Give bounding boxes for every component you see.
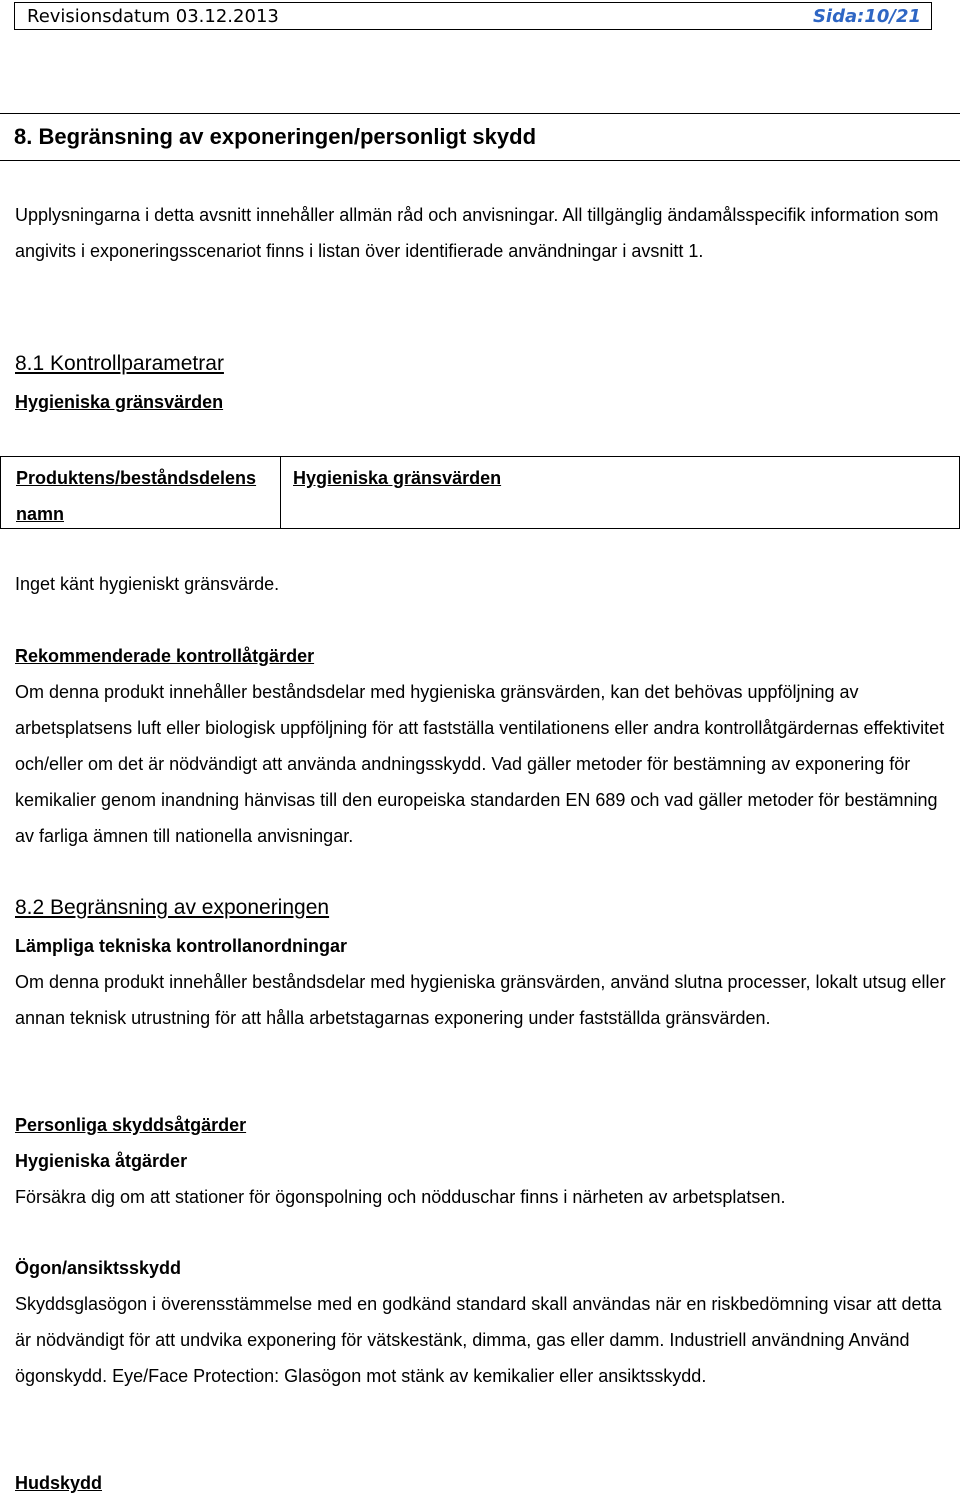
section-title: 8. Begränsning av exponeringen/personligt skydd: [0, 113, 960, 161]
intro-paragraph: Upplysningarna i detta avsnitt innehåller allmän råd och anvisningar. All tillgänglig ändamålsspecifik information som angivits i exponeringsscenariot finns i listan över identifierade användningar i avsnitt 1.: [15, 205, 939, 261]
subheading-ogon: Ögon/ansiktsskydd: [15, 1258, 182, 1278]
recommended-controls-text: Om denna produkt innehåller beståndsdelar med hygieniska gränsvärden, kan det behövas uppföljning av arbetsplatsens luft eller biologisk uppföljning för att fastställa ventilationens eller andra kontrollåtgärdernas effektivitet och/eller om det är nödvändigt att använda andningsskydd. Vad gäller metoder för bestämning av exponering för kemikalier genom inandning hänvisas till den europeiska standarden EN 689 och vad gäller metoder för bestämning av farliga ämnen till nationella anvisningar.: [15, 682, 945, 846]
page-header: [14, 2, 932, 30]
subheading-tekniska: Lämpliga tekniska kontrollanordningar: [15, 936, 348, 956]
eye-protection-text: Skyddsglasögon i överensstämmelse med en godkänd standard skall användas när en riskbedömning visar att detta är nödvändigt för att undvika exponering för vätskestänk, dimma, gas eller damm. Industriell användning Använd ögonskydd. Eye/Face Protection: Glasögon mot stänk av kemikalier eller ansiktsskydd.: [15, 1294, 942, 1386]
revision-date: Revisionsdatum 03.12.2013: [27, 5, 279, 27]
subheading-personliga: Personliga skyddsåtgärder: [15, 1115, 247, 1135]
subheading-hudskydd: Hudskydd: [15, 1473, 103, 1493]
heading-8-1: 8.1 Kontrollparametrar: [15, 352, 224, 375]
no-limit-text: Inget känt hygieniskt gränsvärde.: [15, 574, 280, 594]
subheading-hygieniska-gransvarden: Hygieniska gränsvärden: [15, 392, 224, 412]
exposure-limits-table: [0, 456, 960, 529]
subheading-rekommenderade: Rekommenderade kontrollåtgärder: [15, 646, 315, 666]
heading-8-2: 8.2 Begränsning av exponeringen: [15, 896, 330, 919]
page-number: Sida:10/21: [812, 5, 921, 27]
table-header-name: Produktens/beståndsdelens namn: [1, 457, 281, 528]
hygiene-text: Försäkra dig om att stationer för ögonspolning och nödduschar finns i närheten av arbetsplatsen.: [15, 1187, 786, 1207]
subheading-hygieniska-atgarder: Hygieniska åtgärder: [15, 1151, 188, 1171]
technical-controls-text: Om denna produkt innehåller beståndsdelar med hygieniska gränsvärden, använd slutna processer, lokalt utsug eller annan teknisk utrustning för att hålla arbetstagarnas exponering under fastställda gränsvärden.: [15, 972, 946, 1028]
table-header-limits: Hygieniska gränsvärden: [293, 468, 502, 488]
